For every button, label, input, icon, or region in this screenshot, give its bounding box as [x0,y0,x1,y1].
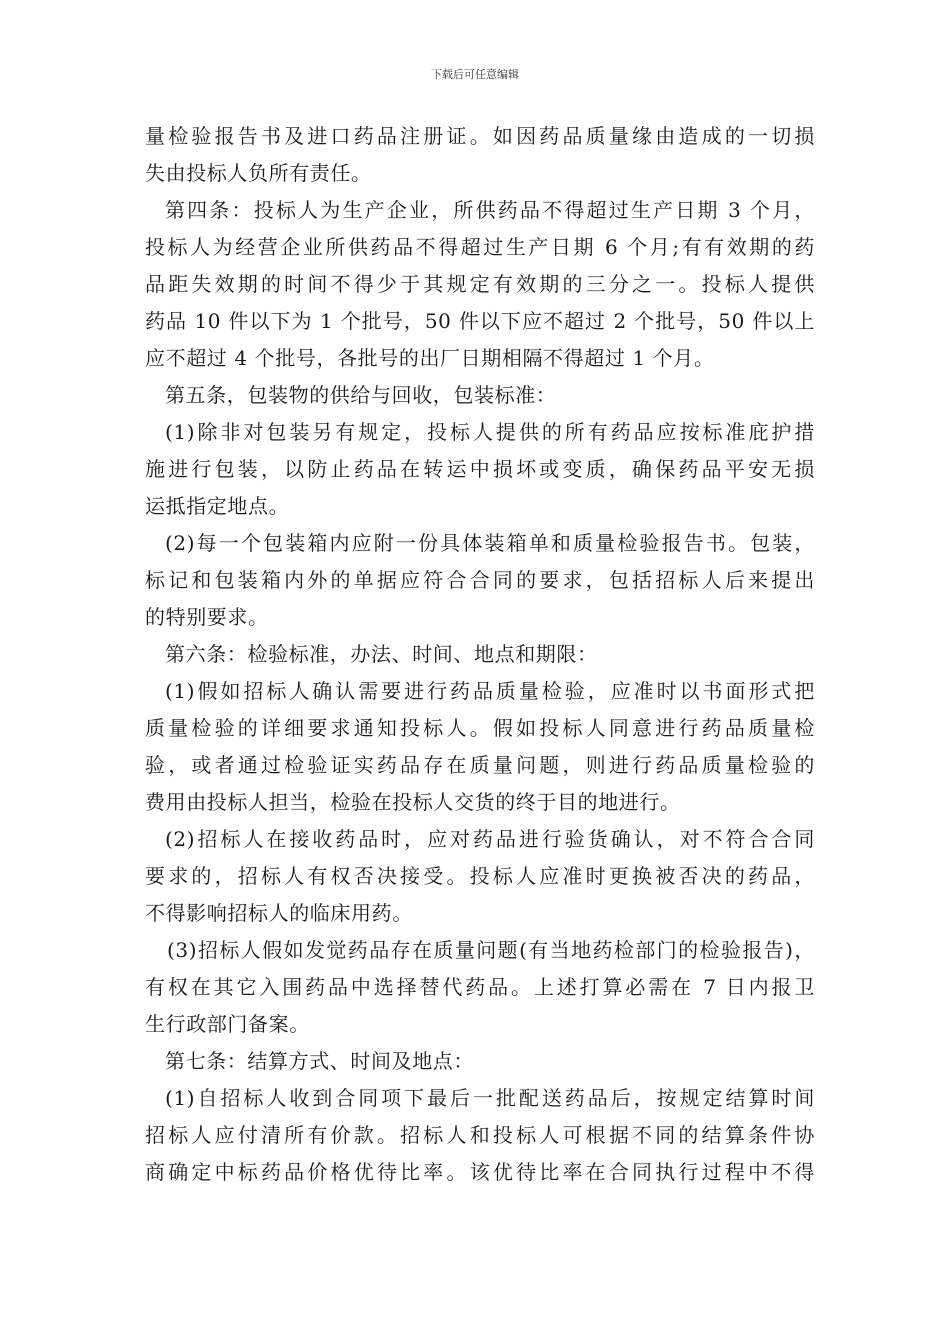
text-line: 招标人应付清所有价款。招标人和投标人可根据不同的结算条件协 [145,1123,815,1147]
page-header: 下载后可任意编辑 [431,68,519,81]
text-line: 第六条：检验标准，办法、时间、地点和期限： [165,642,598,666]
text-line: 生行政部门备案。 [145,1012,310,1036]
text-line: 运抵指定地点。 [145,494,290,518]
text-line: (1)假如招标人确认需要进行药品质量检验，应准时以书面形式把 [165,679,815,703]
document-body [145,118,815,1191]
text-line: (2)每一个包装箱内应附一份具体装箱单和质量检验报告书。包装， [165,531,815,555]
text-line: 商确定中标药品价格优待比率。该优待比率在合同执行过程中不得 [145,1160,815,1184]
text-line: 要求的，招标人有权否决接受。投标人应准时更换被否决的药品， [145,864,815,888]
text-line: 投标人为经营企业所供药品不得超过生产日期 6 个月;有有效期的药 [145,235,815,259]
text-line: 第七条：结算方式、时间及地点： [165,1049,474,1073]
text-line: (1)自招标人收到合同项下最后一批配送药品后，按规定结算时间 [165,1086,815,1110]
text-line: (3)招标人假如发觉药品存在质量问题(有当地药检部门的检验报告)， [167,938,815,962]
text-line: 的特别要求。 [145,605,269,629]
text-line: 药品 10 件以下为 1 个批号，50 件以下应不超过 2 个批号，50 件以上 [145,309,815,333]
text-line: (2)招标人在接收药品时，应对药品进行验货确认，对不符合合同 [165,827,815,851]
text-line: 有权在其它入围药品中选择替代药品。上述打算必需在 7 日内报卫 [145,975,815,999]
text-line: 施进行包装，以防止药品在转运中损坏或变质，确保药品平安无损 [145,457,815,481]
text-line: 不得影响招标人的临床用药。 [145,901,413,925]
text-line: 应不超过 4 个批号，各批号的出厂日期相隔不得超过 1 个月。 [145,346,715,370]
text-line: 第五条，包装物的供给与回收，包装标准： [165,383,557,407]
text-line: 失由投标人负所有责任。 [145,161,372,185]
text-line: 验，或者通过检验证实药品存在质量问题，则进行药品质量检验的 [145,753,815,777]
text-line: 费用由投标人担当，检验在投标人交货的终于目的地进行。 [145,790,681,814]
text-line: 第四条：投标人为生产企业，所供药品不得超过生产日期 3 个月， [165,198,815,222]
text-line: 品距失效期的时间不得少于其规定有效期的三分之一。投标人提供 [145,272,815,296]
text-line: 标记和包装箱内外的单据应符合合同的要求，包括招标人后来提出 [145,568,815,592]
text-line: (1)除非对包装另有规定，投标人提供的所有药品应按标准庇护措 [165,420,815,444]
text-line: 量检验报告书及进口药品注册证。如因药品质量缘由造成的一切损 [145,124,815,148]
text-line: 质量检验的详细要求通知投标人。假如投标人同意进行药品质量检 [145,716,815,740]
